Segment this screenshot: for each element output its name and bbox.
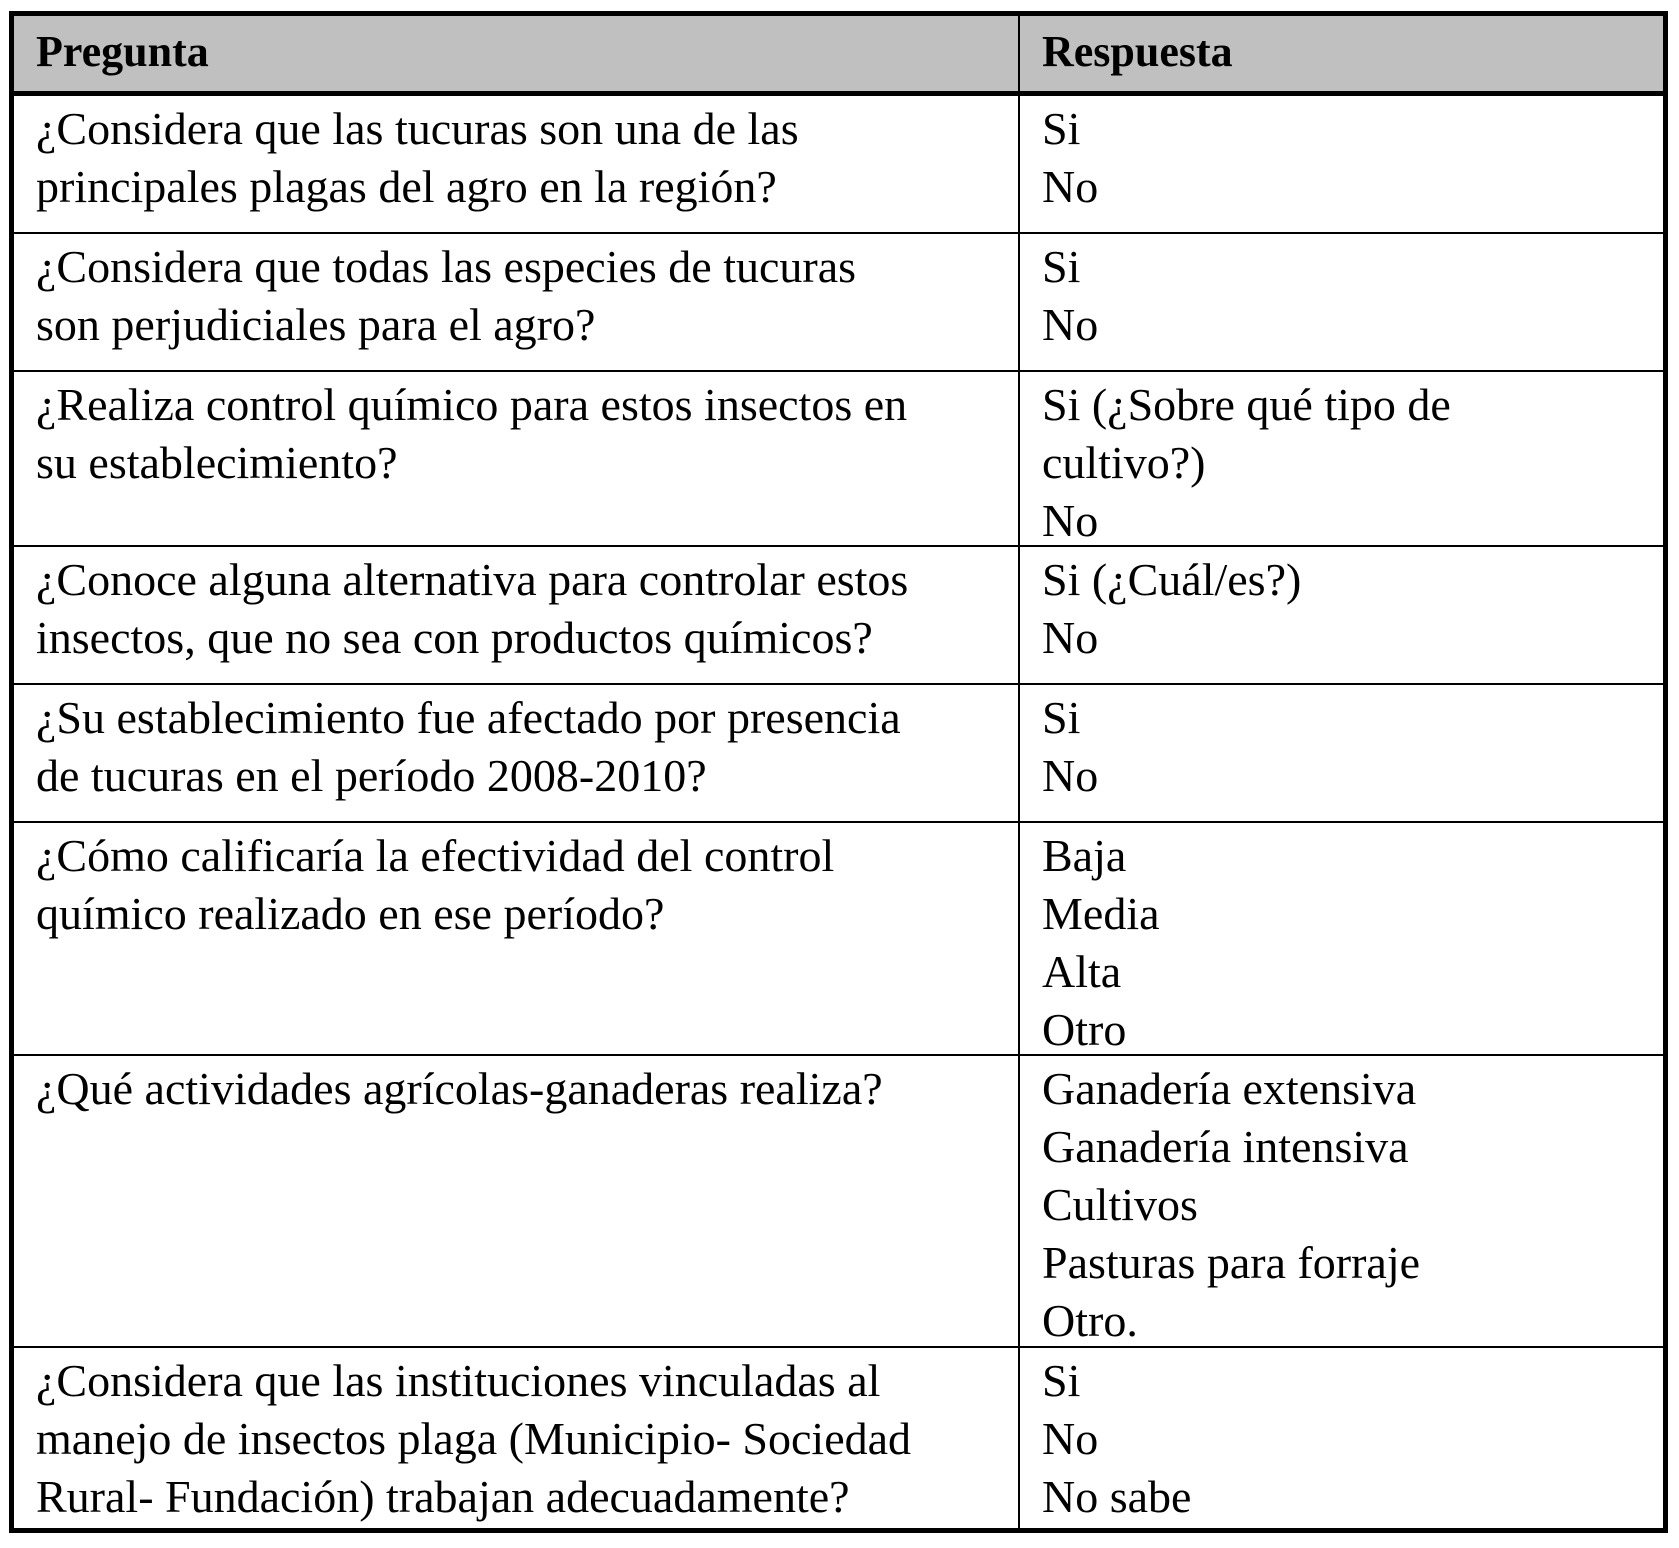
answer-cell: Si No xyxy=(1042,692,1099,801)
table-row xyxy=(14,823,1663,1056)
table-row xyxy=(14,234,1663,372)
table-row xyxy=(14,1056,1663,1348)
survey-table xyxy=(9,11,1668,1533)
table-row xyxy=(14,1348,1663,1528)
answer-cell: Baja Media Alta Otro xyxy=(1042,830,1160,1055)
table-row xyxy=(14,372,1663,547)
answer-cell: Si No xyxy=(1042,241,1099,350)
header-question: Pregunta xyxy=(14,16,1020,91)
question-cell: ¿Realiza control químico para estos insectos en su establecimiento? xyxy=(14,372,1020,545)
answer-cell: Ganadería extensiva Ganadería intensiva Cultivos Pasturas para forraje Otro. xyxy=(1042,1063,1421,1346)
answer-cell: Si (¿Sobre qué tipo de cultivo?) No xyxy=(1042,379,1451,546)
answer-cell: Si No xyxy=(1042,103,1099,212)
table-row xyxy=(14,547,1663,685)
answer-cell: Si (¿Cuál/es?) No xyxy=(1042,554,1302,663)
question-cell: ¿Considera que todas las especies de tucuras son perjudiciales para el agro? xyxy=(14,234,1020,370)
question-cell: ¿Qué actividades agrícolas-ganaderas realiza? xyxy=(14,1056,1020,1346)
table-row xyxy=(14,96,1663,234)
question-cell: ¿Considera que las tucuras son una de las principales plagas del agro en la región? xyxy=(14,96,1020,232)
header-answer: Respuesta xyxy=(1042,27,1233,76)
table-header-row xyxy=(14,16,1663,96)
answer-cell: Si No No sabe xyxy=(1042,1355,1192,1522)
table-row xyxy=(14,685,1663,823)
question-cell: ¿Cómo calificaría la efectividad del control químico realizado en ese período? xyxy=(14,823,1020,1054)
question-cell: ¿Su establecimiento fue afectado por presencia de tucuras en el período 2008-2010? xyxy=(14,685,1020,821)
question-cell: ¿Considera que las instituciones vinculadas al manejo de insectos plaga (Municipio- Sociedad Rural- Fundación) trabajan adecuadamente? xyxy=(14,1348,1020,1528)
question-cell: ¿Conoce alguna alternativa para controlar estos insectos, que no sea con productos químicos? xyxy=(14,547,1020,683)
